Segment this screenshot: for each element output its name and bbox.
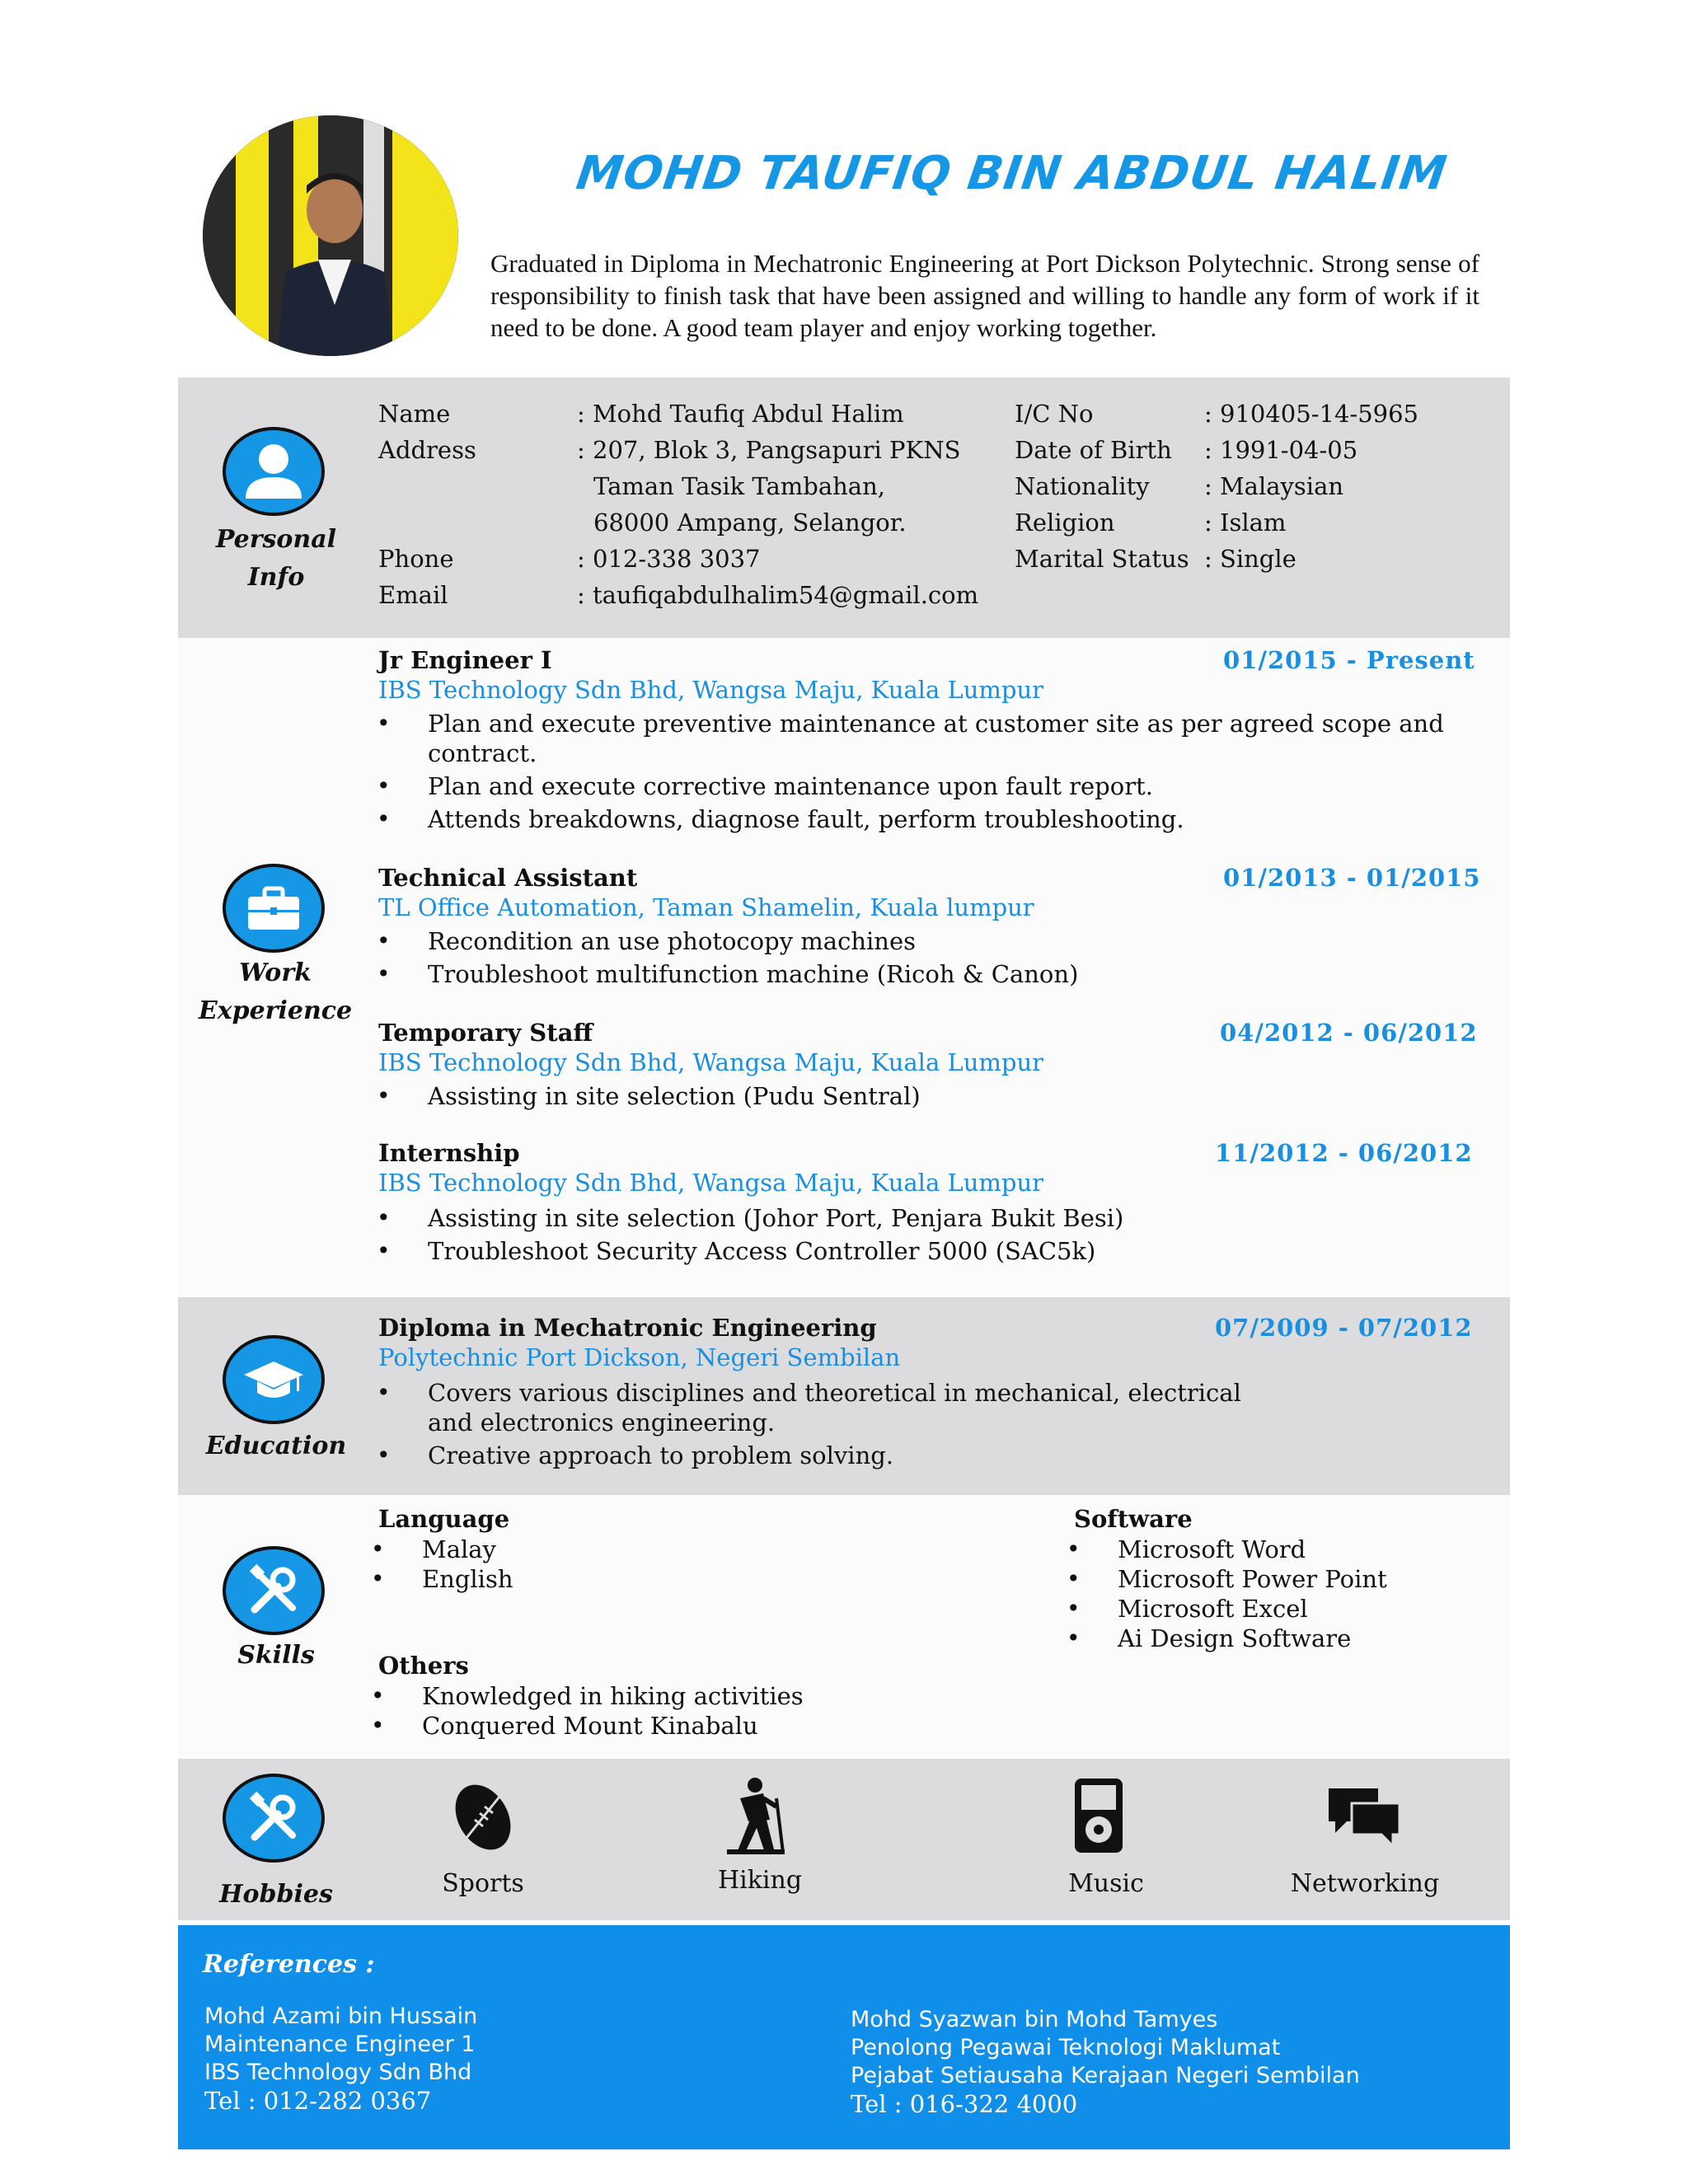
rugby-ball-icon [452,1780,514,1858]
skill-item: • Malay [422,1535,496,1564]
personal-field-value: : Malaysian [1204,472,1344,500]
job-title: Jr Engineer I [378,646,552,674]
hiker-icon [715,1774,795,1859]
job-date: 01/2015 - Present [1223,646,1475,674]
briefcase-icon [223,864,325,953]
skill-item: • Conquered Mount Kinabalu [422,1711,758,1741]
personal-field-value: : Mohd Taufiq Abdul Halim [577,400,904,428]
job-company: IBS Technology Sdn Bhd, Wangsa Maju, Kuala Lumpur [378,1169,1043,1197]
reference-2: Mohd Syazwan bin Mohd Tamyes Penolong Pegawai Teknologi Maklumat Pejabat Setiausaha Kerajaan Negeri Sembilan Tel : 016-322 4000 [851,2007,1360,2118]
hobby-networking: Networking [1290,1869,1440,1898]
job-bullet: • Troubleshoot Security Access Controller 5000 (SAC5k) [428,1236,1450,1266]
personal-field-value: : Islam [1204,509,1287,537]
personal-field-label: Address [378,436,476,464]
hobbies-tools-icon [223,1774,325,1863]
others-heading: Others [378,1652,469,1680]
profile-summary: Graduated in Diploma in Mechatronic Engineering at Port Dickson Polytechnic. Strong sense of responsibility to finish task that have been assigned and willing to handle any form of work if it need to be done. A good team player and enjoy working together. [490,249,1479,342]
education-title: Diploma in Mechatronic Engineering [378,1314,877,1342]
skill-item: • Microsoft Power Point [1118,1564,1387,1594]
graduation-cap-icon [223,1335,325,1424]
skill-item: • Knowledged in hiking activities [422,1681,804,1711]
education-bullet: • Creative approach to problem solving. [428,1441,1252,1470]
reference-1: Mohd Azami bin Hussain Maintenance Engineer 1 IBS Technology Sdn Bhd Tel : 012-282 0367 [204,2004,478,2115]
music-player-icon [1073,1777,1124,1858]
personal-field-label: I/C No [1015,400,1094,428]
skill-item: • Microsoft Word [1118,1535,1306,1564]
personal-field-value: : 1991-04-05 [1204,436,1358,464]
job-bullet: • Attends breakdowns, diagnose fault, perform troubleshooting. [428,804,1450,834]
profile-photo [203,115,458,356]
personal-field-value: : 207, Blok 3, Pangsapuri PKNS [577,436,961,464]
personal-field-label: Nationality [1015,472,1150,500]
education-label: Education [205,1432,347,1460]
education-bullet: • Covers various disciplines and theoretical in mechanical, electrical and electronics engineering. [428,1378,1252,1437]
software-heading: Software [1074,1505,1193,1533]
job-date: 01/2013 - 01/2015 [1223,864,1481,892]
personal-field-label: Name [378,400,451,428]
personal-field-label: Date of Birth [1015,436,1172,464]
job-date: 04/2012 - 06/2012 [1220,1019,1478,1047]
work-experience-label: Work Experience [198,958,353,1025]
job-date: 11/2012 - 06/2012 [1215,1139,1473,1167]
job-bullet: • Assisting in site selection (Pudu Sentral) [428,1081,1450,1111]
skill-item: • English [422,1564,513,1594]
language-heading: Language [378,1505,510,1533]
user-icon [223,427,325,516]
personal-field-value: 68000 Ampang, Selangor. [593,509,907,537]
job-title: Technical Assistant [378,864,638,892]
personal-field-label: Religion [1015,509,1115,537]
job-title: Internship [378,1139,520,1167]
job-company: IBS Technology Sdn Bhd, Wangsa Maju, Kuala Lumpur [378,1048,1043,1076]
job-company: TL Office Automation, Taman Shamelin, Kuala lumpur [378,893,1034,921]
hobby-music: Music [1068,1869,1144,1898]
job-title: Temporary Staff [378,1019,593,1047]
skill-item: • Microsoft Excel [1118,1594,1308,1624]
personal-field-value: : 012-338 3037 [577,545,761,573]
hobby-sports: Sports [442,1869,524,1898]
chat-bubbles-icon [1327,1785,1401,1853]
skills-label: Skills [237,1641,315,1670]
personal-field-value: : Single [1204,545,1296,573]
references-heading: References : [203,1950,375,1979]
job-bullet: • Troubleshoot multifunction machine (Ricoh & Canon) [428,959,1450,989]
hobbies-label: Hobbies [219,1880,333,1909]
skill-item: • Ai Design Software [1118,1624,1351,1653]
personal-field-value: : taufiqabdulhalim54@gmail.com [577,581,979,609]
education-school: Polytechnic Port Dickson, Negeri Sembilan [378,1343,901,1371]
personal-field-label: Email [378,581,448,609]
job-bullet: • Plan and execute corrective maintenance upon fault report. [428,771,1450,801]
hobby-hiking: Hiking [717,1866,803,1895]
job-bullet: • Recondition an use photocopy machines [428,926,1450,956]
personal-field-value: Taman Tasik Tambahan, [593,472,885,500]
tools-icon [223,1546,325,1635]
personal-info-label: Personal Info [215,525,337,592]
job-bullet: • Plan and execute preventive maintenance at customer site as per agreed scope and contract. [428,709,1450,768]
job-company: IBS Technology Sdn Bhd, Wangsa Maju, Kuala Lumpur [378,676,1043,704]
education-date: 07/2009 - 07/2012 [1215,1314,1473,1342]
personal-field-label: Phone [378,545,454,573]
personal-field-value: : 910405-14-5965 [1204,400,1418,428]
candidate-name: MOHD TAUFIQ BIN ABDUL HALIM [573,147,1451,200]
personal-field-label: Marital Status [1015,545,1189,573]
job-bullet: • Assisting in site selection (Johor Port, Penjara Bukit Besi) [428,1203,1450,1233]
